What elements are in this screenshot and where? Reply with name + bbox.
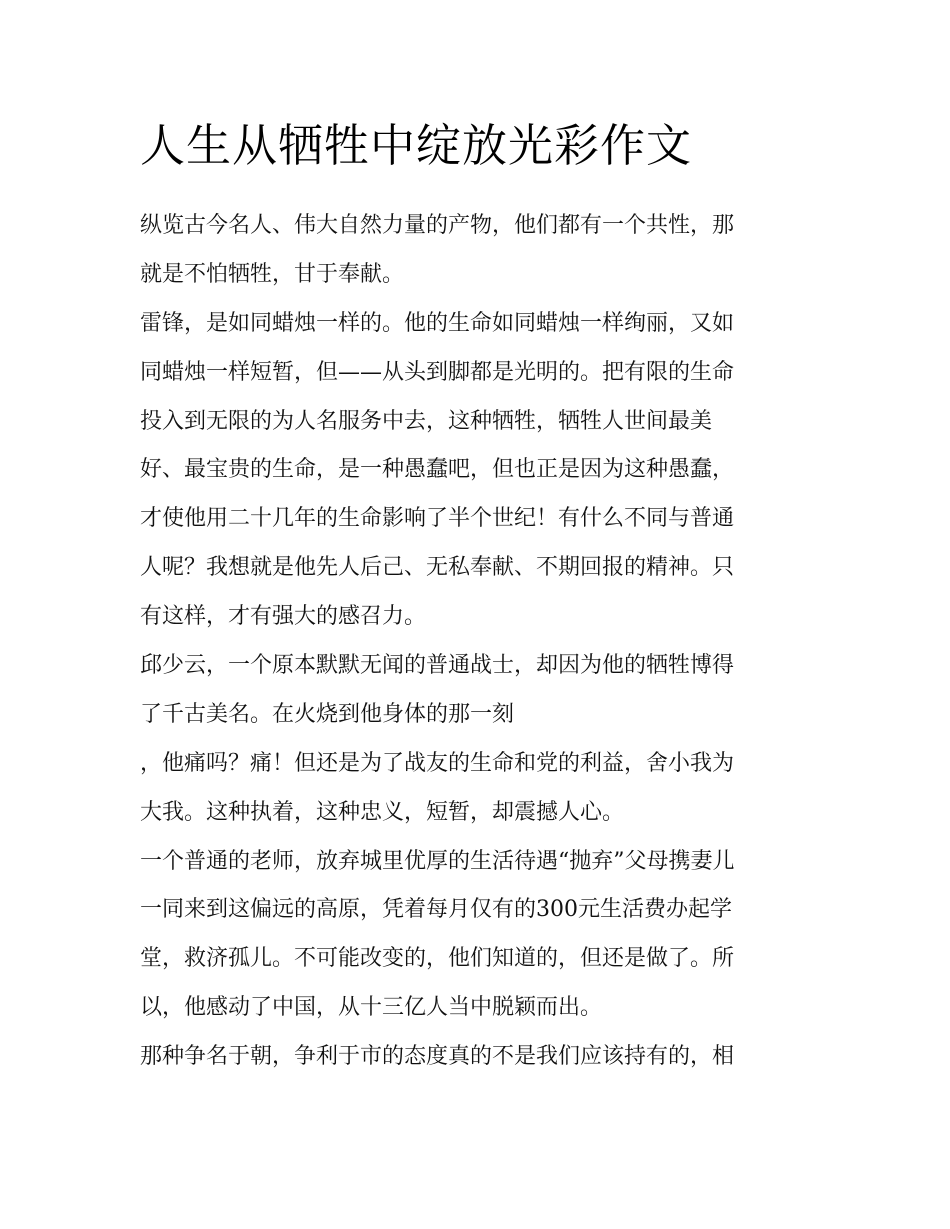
text-line: 纵览古今名人、伟大自然力量的产物，他们都有一个共性，那 (140, 213, 735, 238)
text-line: 有这样，才有强大的感召力。 (140, 604, 427, 630)
text-line: 人呢？我想就是他先人后己、无私奉献、不期回报的精神。只 (140, 555, 735, 581)
document-title: 人生从牺牲中绽放光彩作文 (140, 119, 693, 172)
text-line: 雷锋，是如同蜡烛一样的。他的生命如同蜡烛一样绚丽，又如 (140, 310, 735, 336)
text-line: 一个普通的老师，放弃城里优厚的生活待遇“抛弃”父母携妻儿 (140, 848, 735, 874)
text-line: 好、最宝贵的生命，是一种愚蠢吧，但也正是因为这种愚蠢， (140, 457, 735, 483)
text-line: 以，他感动了中国，从十三亿人当中脱颖而出。 (140, 995, 603, 1021)
text-line: 就是不怕牺牲，甘于奉献。 (140, 261, 405, 287)
text-line: 大我。这种执着，这种忠义，短暂，却震撼人心。 (140, 799, 625, 825)
text-line: 投入到无限的为人名服务中去，这种牺牲，牺牲人世间最美 (140, 408, 713, 434)
text-line: 那种争名于朝，争利于市的态度真的不是我们应该持有的，相 (140, 1044, 735, 1070)
text-line: 才使他用二十几年的生命影响了半个世纪！有什么不同与普通 (140, 506, 735, 532)
text-line: 同蜡烛一样短暂，但——从头到脚都是光明的。把有限的生命 (140, 359, 735, 385)
text-line: ，他痛吗？痛！但还是为了战友的生命和党的利益，舍小我为 (140, 750, 735, 776)
text-line: 邱少云，一个原本默默无闻的普通战士，却因为他的牺牲博得 (140, 653, 735, 679)
text-line: 一同来到这偏远的高原，凭着每月仅有的300元生活费办起学 (140, 897, 732, 923)
text-line: 了千古美名。在火烧到他身体的那一刻 (140, 701, 515, 727)
text-line: 堂，救济孤儿。不可能改变的，他们知道的，但还是做了。所 (140, 946, 735, 972)
document-body (140, 202, 820, 1082)
